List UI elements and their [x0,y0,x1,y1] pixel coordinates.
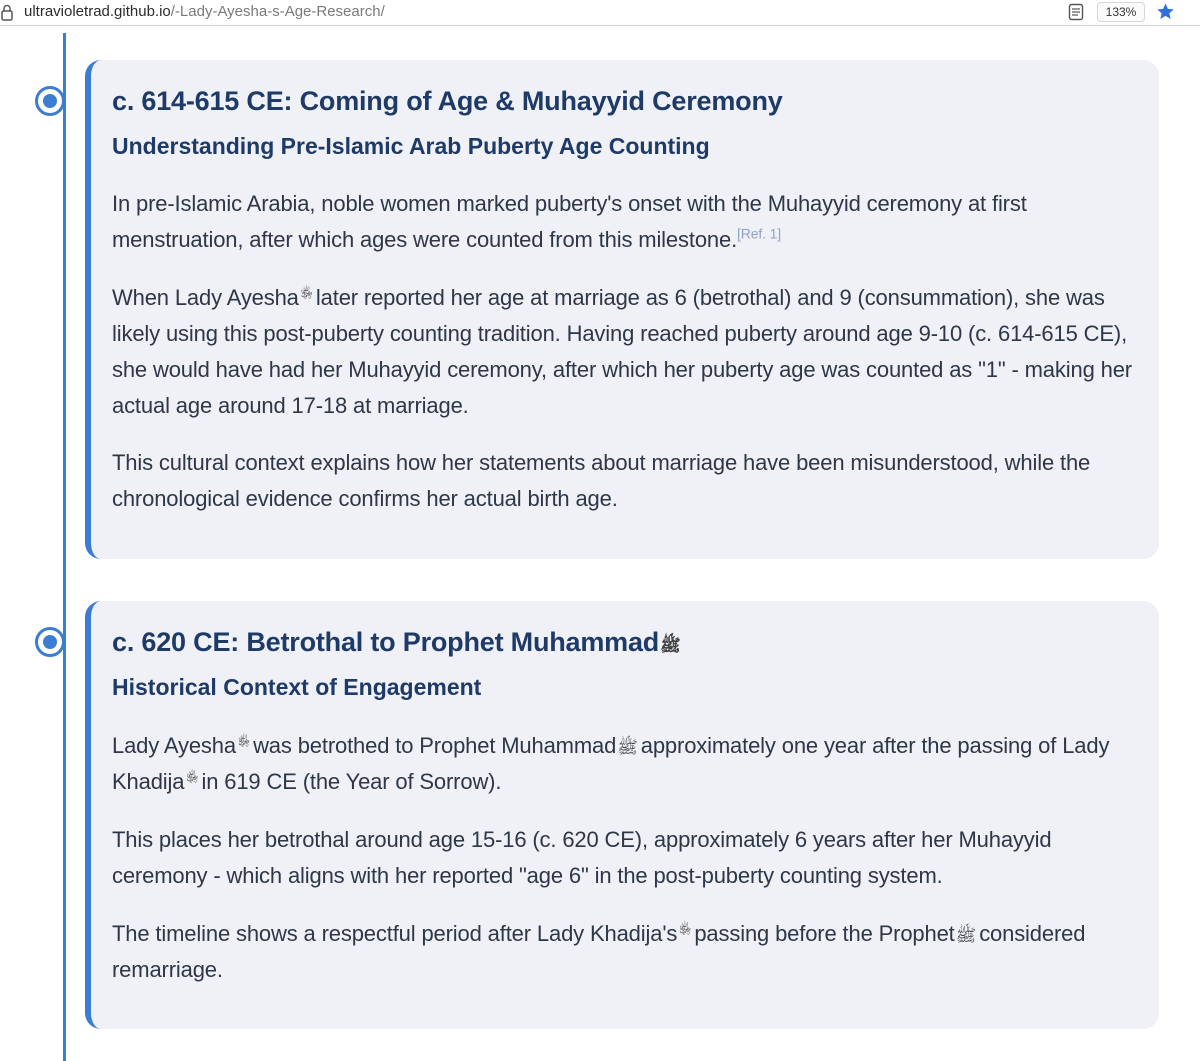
reader-view-icon[interactable] [1068,3,1084,21]
entry-paragraph [112,728,1142,800]
paragraph-text: passing before the Prophet [694,921,955,946]
paragraph-text: Lady Ayesha [112,733,236,758]
paragraph-text: was betrothed to Prophet Muhammad [253,733,617,758]
timeline-entry-card [85,601,1159,1029]
entry-paragraph [112,280,1142,424]
paragraph-text: approximately one year after the passing of Lady Khadija [112,733,1110,794]
paragraph-text: The timeline shows a respectful period after Lady Khadija's [112,921,678,946]
reference-link[interactable]: [Ref. 1] [737,225,781,242]
paragraph-text: In pre-Islamic Arabia, noble women marked puberty's onset with the Muhayyid ceremony at first menstruation, after which ages were counted from this milestone. [112,191,1027,252]
zoom-level-button[interactable]: 133% [1097,2,1145,22]
timeline-entry-card [85,60,1159,559]
entry-title-text: c. 620 CE: Betrothal to Prophet Muhammad [112,627,660,657]
entry-paragraph [112,186,1142,258]
entry-paragraph [112,916,1142,988]
entry-title: c. 614-615 CE: Coming of Age & Muhayyid Ceremony [112,86,783,116]
timeline-line [63,33,66,1061]
entry-title [112,625,684,659]
entry-subtitle: Historical Context of Engagement [112,674,482,700]
paragraph-text: considered remarriage. [112,921,1086,982]
entry-subtitle: Understanding Pre-Islamic Arab Puberty Age Counting [112,133,710,159]
lock-icon [1,3,13,21]
honorific-glyph: ﷺ [660,636,681,655]
bookmark-star-icon[interactable] [1155,2,1176,22]
honorific-glyph: ﷺ [617,738,638,757]
browser-address-bar [0,0,1200,26]
timeline-marker [35,86,65,116]
timeline-marker [35,627,65,657]
url-field[interactable] [24,3,385,21]
url-host: ultravioletrad.github.io [24,3,171,20]
honorific-glyph: ﵂ [679,921,692,936]
entry-paragraph: This cultural context explains how her statements about marriage have been misunderstood, while the chronological evidence confirms her actual birth age. [112,450,1091,511]
honorific-glyph: ﵂ [186,769,199,784]
honorific-glyph: ﵂ [300,285,313,300]
honorific-glyph: ﷺ [955,926,977,945]
paragraph-text: in 619 CE (the Year of Sorrow). [201,769,502,794]
entry-paragraph: This places her betrothal around age 15-16 (c. 620 CE), approximately 6 years after her Muhayyid ceremony - which aligns with her reported "age 6" in the post-puberty counting system. [112,827,1052,888]
paragraph-text: When Lady Ayesha [112,285,299,310]
url-path: /-Lady-Ayesha-s-Age-Research/ [170,3,385,20]
honorific-glyph: ﵂ [237,733,251,748]
paragraph-text: later reported her age at marriage as 6 (betrothal) and 9 (consummation), she was likely using this post-puberty counting tradition. Having reached puberty around age 9-10 (c. 614-615 CE), she would have had her Muhayyid ceremony, after which her puberty age was counted as "1" - making her actual age around 17-18 at marriage. [112,285,1132,418]
